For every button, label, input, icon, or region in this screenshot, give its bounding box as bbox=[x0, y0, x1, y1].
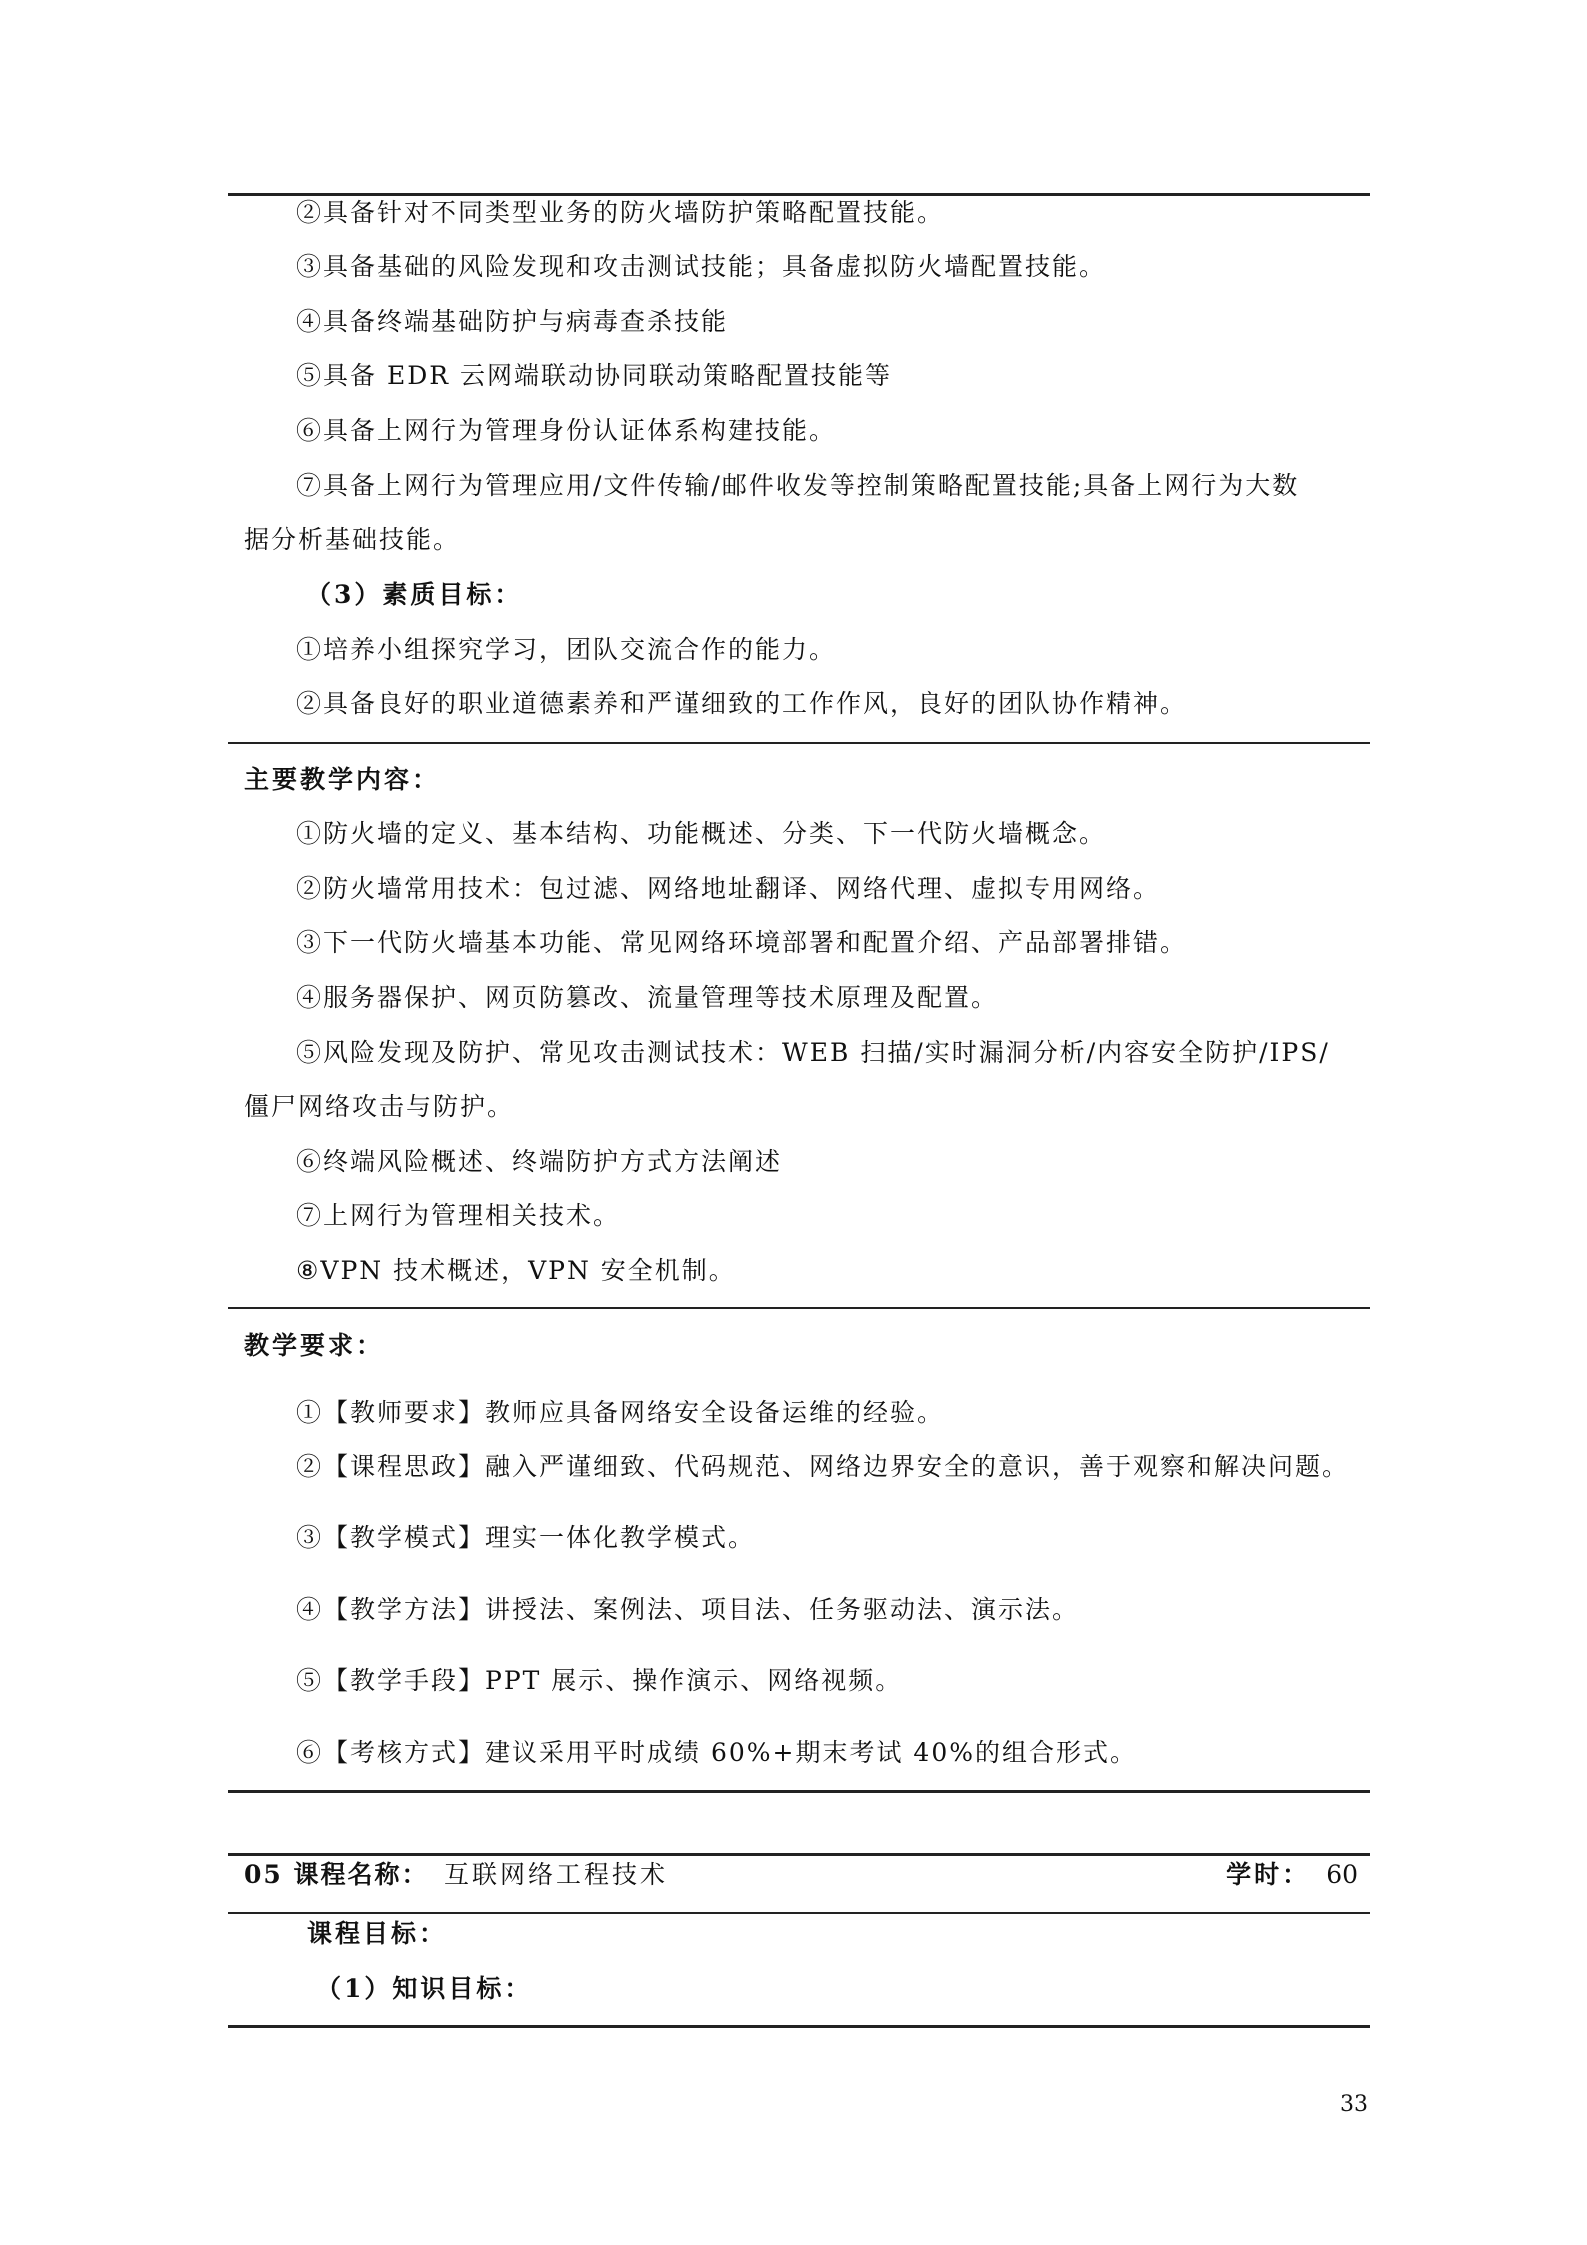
skill-item: ⑥具备上网行为管理身份认证体系构建技能。 bbox=[296, 416, 837, 445]
quality-heading: （3）素质目标： bbox=[306, 580, 523, 609]
page-number: 33 bbox=[1340, 2092, 1368, 2117]
course-name: 互联网络工程技术 bbox=[444, 1860, 669, 1889]
table-top-border bbox=[228, 193, 1370, 196]
course-hours bbox=[1226, 1858, 1358, 1892]
content-item: ⑧VPN 技术概述，VPN 安全机制。 bbox=[296, 1256, 736, 1285]
course-code-label: 05 课程名称： bbox=[244, 1860, 429, 1889]
skill-item: ②具备针对不同类型业务的防火墙防护策略配置技能。 bbox=[296, 198, 945, 227]
hours-label: 学时： bbox=[1226, 1860, 1311, 1889]
hours-value: 60 bbox=[1326, 1860, 1358, 1889]
content-item: ④服务器保护、网页防篡改、流量管理等技术原理及配置。 bbox=[296, 983, 999, 1012]
objectives-heading: 课程目标： bbox=[307, 1919, 448, 1948]
content-item: ⑤风险发现及防护、常见攻击测试技术：WEB 扫描/实时漏洞分析/内容安全防护/IPS/ bbox=[296, 1038, 1330, 1067]
content-item: ③下一代防火墙基本功能、常见网络环境部署和配置介绍、产品部署排错。 bbox=[296, 928, 1188, 957]
skill-item: ⑦具备上网行为管理应用/文件传输/邮件收发等控制策略配置技能;具备上网行为大数 bbox=[296, 471, 1300, 500]
course-table-top-border bbox=[228, 1853, 1370, 1856]
section-divider bbox=[228, 742, 1370, 744]
course-title-row bbox=[244, 1858, 1358, 1892]
skill-item: ③具备基础的风险发现和攻击测试技能；具备虚拟防火墙配置技能。 bbox=[296, 252, 1107, 281]
quality-item: ①培养小组探究学习，团队交流合作的能力。 bbox=[296, 635, 837, 664]
section-divider bbox=[228, 1307, 1370, 1309]
skill-item-continuation: 据分析基础技能。 bbox=[244, 525, 461, 554]
content-item: ②防火墙常用技术：包过滤、网络地址翻译、网络代理、虚拟专用网络。 bbox=[296, 874, 1161, 903]
content-item-continuation: 僵尸网络攻击与防护。 bbox=[244, 1092, 515, 1121]
table-bottom-border bbox=[228, 1790, 1370, 1793]
knowledge-heading: （1）知识目标： bbox=[316, 1974, 533, 2003]
requirements-heading: 教学要求： bbox=[244, 1331, 385, 1360]
content-item: ①防火墙的定义、基本结构、功能概述、分类、下一代防火墙概念。 bbox=[296, 819, 1107, 848]
skill-item: ⑤具备 EDR 云网端联动协同联动策略配置技能等 bbox=[296, 361, 893, 390]
content-heading: 主要教学内容： bbox=[244, 765, 441, 794]
requirement-item: ④【教学方法】讲授法、案例法、项目法、任务驱动法、演示法。 bbox=[296, 1595, 1080, 1624]
requirement-item: ⑥【考核方式】建议采用平时成绩 60%+期末考试 40%的组合形式。 bbox=[296, 1738, 1137, 1767]
skill-item: ④具备终端基础防护与病毒查杀技能 bbox=[296, 307, 729, 336]
requirement-item: ②【课程思政】融入严谨细致、代码规范、网络边界安全的意识，善于观察和解决问题。 bbox=[296, 1452, 1350, 1481]
requirement-item: ①【教师要求】教师应具备网络安全设备运维的经验。 bbox=[296, 1398, 945, 1427]
content-item: ⑦上网行为管理相关技术。 bbox=[296, 1201, 621, 1230]
requirement-item: ⑤【教学手段】PPT 展示、操作演示、网络视频。 bbox=[296, 1666, 903, 1695]
requirement-item: ③【教学模式】理实一体化教学模式。 bbox=[296, 1523, 756, 1552]
content-item: ⑥终端风险概述、终端防护方式方法阐述 bbox=[296, 1147, 783, 1176]
quality-item: ②具备良好的职业道德素养和严谨细致的工作作风，良好的团队协作精神。 bbox=[296, 689, 1188, 718]
course-table-bottom-border bbox=[228, 2025, 1370, 2028]
course-title-divider bbox=[228, 1912, 1370, 1914]
